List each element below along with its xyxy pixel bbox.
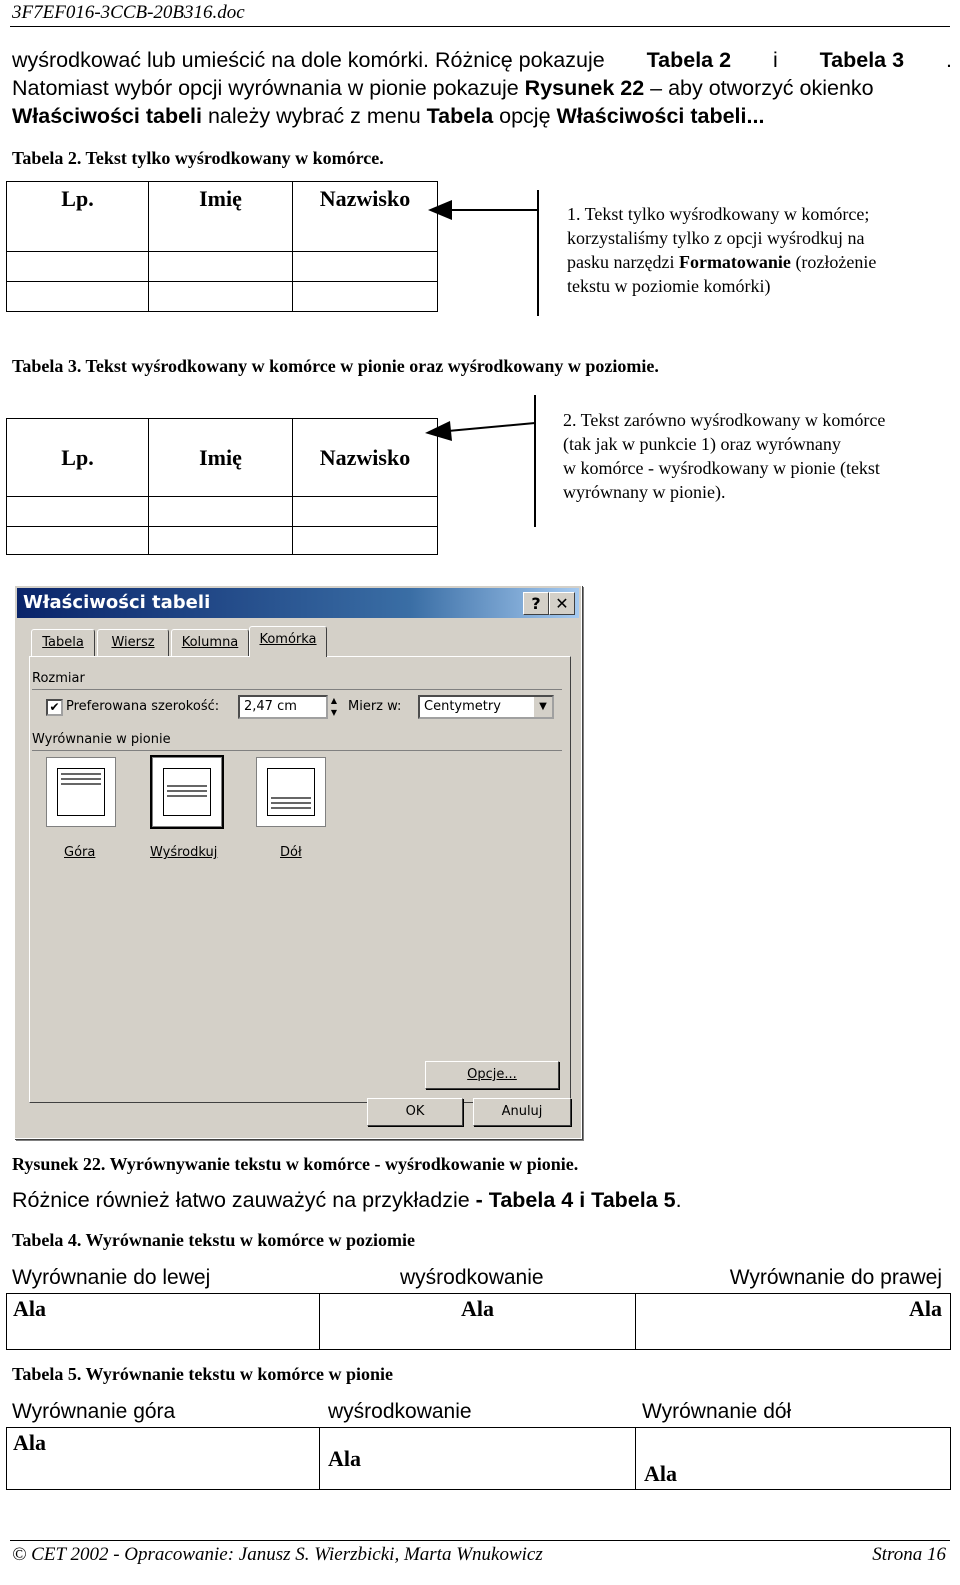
diff-line: Różnice również łatwo zauważyć na przykładzie - Tabela 4 i Tabela 5. <box>12 1188 682 1212</box>
table-cell <box>293 282 438 312</box>
valign-center-label: Wyśrodkuj <box>150 845 218 860</box>
table4-caption: Tabela 4. Wyrównanie tekstu w komórce w poziomie <box>12 1230 415 1250</box>
intro-line-2: Natomiast wybór opcji wyrównania w pionie pokazuje Rysunek 22 – aby otworzyć okienko <box>12 76 874 100</box>
table-cell <box>149 527 293 555</box>
table5-caption: Tabela 5. Wyrównanie tekstu w komórce w pionie <box>12 1364 394 1384</box>
figure-caption: Rysunek 22. Wyrównywanie tekstu w komórce - wyśrodkowanie w pionie. <box>12 1154 579 1174</box>
tab-kolumna[interactable]: Kolumna <box>171 629 249 656</box>
table4-header-left: Wyrównanie do lewej <box>12 1266 211 1289</box>
table4-header-center: wyśrodkowanie <box>400 1266 544 1289</box>
table-cell <box>293 497 438 527</box>
table5-cell-top: Ala <box>7 1428 320 1490</box>
valign-bottom-label: Dół <box>280 845 302 860</box>
table-cell <box>293 252 438 282</box>
divider <box>32 750 562 751</box>
pref-width-input[interactable]: 2,47 cm <box>238 695 328 719</box>
measure-select[interactable]: Centymetry ▼ <box>418 695 554 719</box>
valign-bottom-option[interactable] <box>256 757 326 827</box>
table3-header-lp: Lp. <box>7 419 149 497</box>
cancel-button[interactable]: Anuluj <box>473 1098 571 1126</box>
intro-paragraph <box>12 46 952 130</box>
divider <box>32 689 562 690</box>
table5-header-bottom: Wyrównanie dół <box>642 1400 792 1423</box>
dialog-titlebar <box>17 588 579 618</box>
valign-top-label: Góra <box>64 845 96 860</box>
table-cell <box>7 497 149 527</box>
table2-header-imie: Imię <box>149 182 293 252</box>
table2 <box>6 181 438 312</box>
table-cell <box>149 282 293 312</box>
pref-width-label: Preferowana szerokość: <box>66 699 220 714</box>
table3-caption: Tabela 3. Tekst wyśrodkowany w komórce w pionie oraz wyśrodkowany w poziomie. <box>12 356 659 376</box>
table2-note: 1. Tekst tylko wyśrodkowany w komórce; korzystaliśmy tylko z opcji wyśrodkuj na pasku narzędzi Formatowanie (rozłożenie tekstu w poziomie komórki) <box>567 204 877 296</box>
cell-tab-panel <box>29 656 571 1103</box>
table5 <box>6 1427 951 1490</box>
table-cell <box>293 527 438 555</box>
table3-callout-arrow <box>420 395 550 535</box>
dialog-title: Właściwości tabeli <box>23 592 211 613</box>
table3-header-imie: Imię <box>149 419 293 497</box>
footer-copyright: © CET 2002 - Opracowanie: Janusz S. Wierzbicki, Marta Wnukowicz <box>12 1544 543 1565</box>
valign-group-label: Wyrównanie w pionie <box>32 732 171 747</box>
chevron-down-icon[interactable]: ▼ <box>534 697 552 717</box>
document-filename: 3F7EF016-3CCB-20B316.doc <box>12 2 245 23</box>
table4-cell-right: Ala <box>636 1294 951 1350</box>
table4-cell-center: Ala <box>320 1294 636 1350</box>
valign-top-icon <box>57 768 105 816</box>
table5-cell-bottom: Ala <box>636 1428 951 1490</box>
table5-cell-middle: Ala <box>320 1428 636 1490</box>
pref-width-spinner[interactable]: ▲ ▼ <box>330 696 338 717</box>
table5-header-middle: wyśrodkowanie <box>328 1400 472 1423</box>
pref-width-checkbox[interactable]: ✔ <box>46 699 63 716</box>
table-cell <box>7 282 149 312</box>
table4 <box>6 1293 951 1350</box>
ok-button[interactable]: OK <box>367 1098 463 1126</box>
measure-label: Mierz w: <box>348 699 402 714</box>
size-group-label: Rozmiar <box>32 671 85 686</box>
footer-rule <box>10 1540 950 1541</box>
tab-tabela[interactable]: Tabela <box>31 629 95 656</box>
options-button[interactable]: Opcje... <box>425 1061 559 1089</box>
table2-header-lp: Lp. <box>7 182 149 252</box>
valign-top-option[interactable] <box>46 757 116 827</box>
header-rule <box>10 26 950 27</box>
table-cell <box>7 527 149 555</box>
table2-caption: Tabela 2. Tekst tylko wyśrodkowany w komórce. <box>12 148 384 168</box>
tab-wiersz[interactable]: Wiersz <box>97 629 169 656</box>
close-button[interactable]: ✕ <box>549 592 575 615</box>
page-footer <box>12 1544 946 1566</box>
intro-line-3: Właściwości tabeli należy wybrać z menu Tabela opcję Właściwości tabeli... <box>12 104 765 128</box>
table3-note: 2. Tekst zarówno wyśrodkowany w komórce (tak jak w punkcie 1) oraz wyrównany w komórce - wyśrodkowany w pionie (tekst wyrównany w pionie). <box>563 410 886 502</box>
table5-header-top: Wyrównanie góra <box>12 1400 176 1423</box>
table-cell <box>149 252 293 282</box>
intro-line-1: wyśrodkować lub umieścić na dole komórki. Różnicę pokazuje Tabela 2 i Tabela 3 . <box>12 48 952 72</box>
table2-callout-arrow <box>420 190 550 320</box>
table3 <box>6 418 438 555</box>
help-button[interactable]: ? <box>523 592 549 615</box>
page-number: Strona 16 <box>872 1544 946 1565</box>
table4-cell-left: Ala <box>7 1294 320 1350</box>
valign-bottom-icon <box>267 768 315 816</box>
table-properties-dialog <box>14 585 582 1139</box>
table-cell <box>149 497 293 527</box>
valign-center-icon <box>163 768 211 816</box>
valign-center-option[interactable] <box>152 757 222 827</box>
tab-komorka[interactable]: Komórka <box>249 626 327 657</box>
table4-header-right: Wyrównanie do prawej <box>729 1266 942 1289</box>
table-cell <box>7 252 149 282</box>
table3-header-nazwisko: Nazwisko <box>293 419 438 497</box>
table2-header-nazwisko: Nazwisko <box>293 182 438 252</box>
